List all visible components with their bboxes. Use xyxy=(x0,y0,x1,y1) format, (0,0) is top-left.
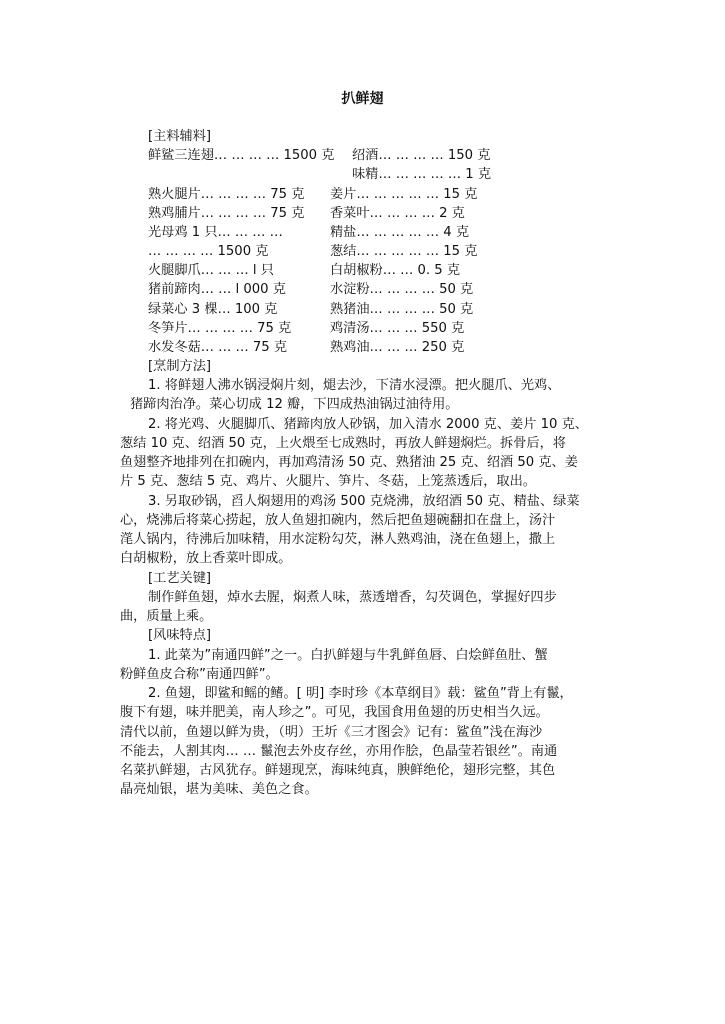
section-heading-flavor: [风味特点] xyxy=(148,628,212,643)
method-line: 心，烧沸后将菜心捞起，放人鱼翅扣碗内，然后把鱼翅碗翻扣在盘上，汤汁 xyxy=(120,513,556,528)
page-title: 扒鲜翅 xyxy=(341,91,384,107)
ingredient-right: 姜片… … … … … 15 克 xyxy=(330,187,478,202)
ingredient-left: 绿菜心 3 棵… 100 克 xyxy=(148,302,278,317)
ingredient-right: 香菜叶… … … … 2 克 xyxy=(330,206,465,221)
section-heading-keys: [工艺关键] xyxy=(148,571,212,586)
ingredient-left: 光母鸡 1 只… … … … xyxy=(148,225,283,240)
method-line: 2. 将光鸡、火腿脚爪、猪蹄肉放人砂锅，加入清水 2000 克、姜片 10 克、 xyxy=(148,417,588,432)
ingredient-left: 冬笋片… … … … 75 克 xyxy=(148,321,292,336)
ingredient-left: 猪前蹄肉… … l 000 克 xyxy=(148,282,286,297)
ingredient-left: 火腿脚爪… … … l 只 xyxy=(148,263,274,278)
flavor-line: 名菜扒鲜翅，古风犹存。鲜翅现烹，海味纯真，腴鲜绝伦，翅形完整，其色 xyxy=(120,763,556,778)
ingredient-right: 白胡椒粉… … 0. 5 克 xyxy=(330,263,461,278)
keys-line: 曲，质量上乘。 xyxy=(120,609,213,624)
flavor-line: 腹下有翅，味并肥美，南人珍之”。可见，我国食用鱼翅的历史相当久远。 xyxy=(120,705,549,720)
method-line: 1. 将鲜翅人沸水锅浸焖片刻，煺去沙，下清水浸漂。把火腿爪、光鸡、 xyxy=(148,378,561,393)
flavor-line: 不能去，人割其肉… … 鬣泡去外皮存丝，亦用作脍，色晶莹若银丝”。南通 xyxy=(120,744,558,759)
keys-line: 制作鲜鱼翅，焯水去腥，焖煮人味，蒸透增香，勾芡调色，掌握好四步 xyxy=(148,590,557,605)
method-line: 葱结 10 克、绍酒 50 克，上火煨至七成熟时，再放人鲜翅焖烂。拆骨后，将 xyxy=(120,436,566,451)
method-line: 猪蹄肉治净。菜心切成 12 瓣，下四成热油锅过油待用。 xyxy=(130,397,459,412)
ingredient-right: 葱结… … … … … 15 克 xyxy=(330,244,478,259)
flavor-line: 粉鲜鱼皮合称”南通四鲜”。 xyxy=(120,667,279,682)
ingredient-right: 熟鸡油… … … 250 克 xyxy=(330,340,465,355)
method-line: 鱼翅整齐地排列在扣碗内，再加鸡清汤 50 克、熟猪油 25 克、绍酒 50 克、姜 xyxy=(120,455,578,470)
flavor-line: 清代以前，鱼翅以鲜为贵，（明）王圻《三才图会》记有：鲨鱼”浅在海沙 xyxy=(120,725,543,740)
ingredient-left: 水发冬菇… … … 75 克 xyxy=(148,340,288,355)
section-heading-ingredients: [主料辅料] xyxy=(148,129,212,144)
ingredient-right: 水淀粉… … … … 50 克 xyxy=(330,282,474,297)
ingredient-right: 熟猪油… … … … 50 克 xyxy=(330,302,474,317)
ingredient-right: 绍酒… … … … 150 克 xyxy=(352,148,491,163)
flavor-line: 晶亮灿银，堪为美味、美色之食。 xyxy=(120,782,318,797)
method-line: 滗人锅内，待沸后加味精，用水淀粉勾芡，淋人熟鸡油，浇在鱼翅上，撒上 xyxy=(120,532,556,547)
section-heading-method: [烹制方法] xyxy=(148,359,212,374)
flavor-line: 1. 此菜为”南通四鲜”之一。白扒鲜翅与牛乳鲜鱼唇、白烩鲜鱼肚、蟹 xyxy=(148,648,548,663)
flavor-line: 2. 鱼翅，即鲨和鳐的鳍。[ 明] 李时珍《本草纲目》载：鲨鱼”背上有鬣， xyxy=(148,686,573,701)
ingredient-right: 精盐… … … … … 4 克 xyxy=(330,225,470,240)
method-line: 白胡椒粉，放上香菜叶即成。 xyxy=(120,551,292,566)
method-line: 3. 另取砂锅，舀人焖翅用的鸡汤 500 克烧沸，放绍酒 50 克、精盐、绿菜 xyxy=(148,494,580,509)
ingredient-left: … … … … 1500 克 xyxy=(148,244,269,259)
ingredient-left: 鲜鲨三连翅… … … … 1500 克 xyxy=(148,148,335,163)
ingredient-right: 味精… … … … … 1 克 xyxy=(352,167,492,182)
ingredient-left: 熟鸡脯片… … … … 75 克 xyxy=(148,206,305,221)
ingredient-right: 鸡清汤… … … 550 克 xyxy=(330,321,465,336)
ingredient-left: 熟火腿片… … … … 75 克 xyxy=(148,187,305,202)
method-line: 片 5 克、葱结 5 克、鸡片、火腿片、笋片、冬菇，上笼蒸透后，取出。 xyxy=(120,474,536,489)
